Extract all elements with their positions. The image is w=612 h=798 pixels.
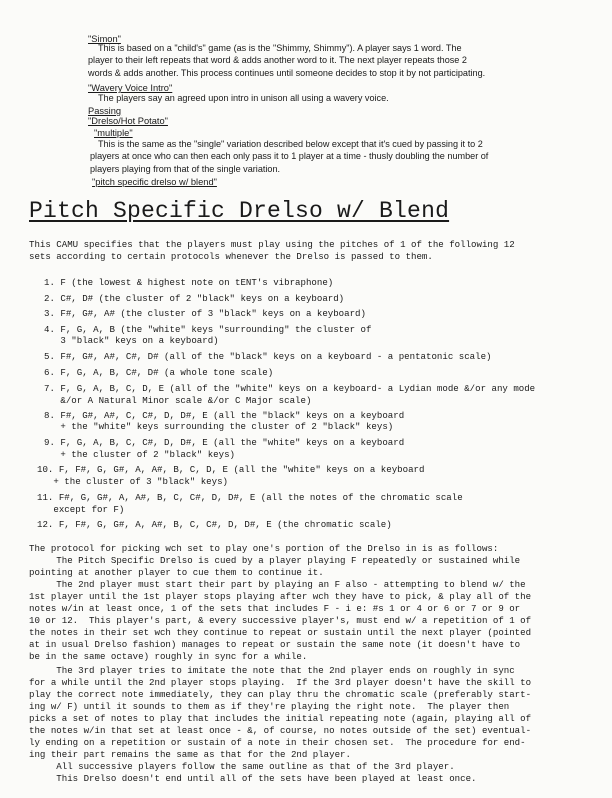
set-item: 3 "black" keys on a keyboard) — [44, 335, 219, 346]
wavery-line: The players say an agreed upon intro in unison all using a wavery voice. — [98, 93, 389, 103]
pitch-specific-link: "pitch specific drelso w/ blend" — [92, 177, 217, 187]
set-item: 7. F, G, A, B, C, D, E (all of the "white" keys on a keyboard- a Lydian mode &/or any mode — [44, 383, 536, 394]
set-item: + the cluster of 2 "black" keys) — [44, 449, 235, 460]
set-item: &/or A Natural Minor scale &/or C Major scale) — [44, 395, 312, 406]
protocol-line: The 3rd player tries to imitate the note that the 2nd player ends on roughly in sync — [29, 665, 515, 676]
set-item: 8. F#, G#, A#, C, C#, D, D#, E (all the "black" keys on a keyboard — [44, 410, 405, 421]
set-item: 10. F, F#, G, G#, A, A#, B, C, D, E (all the "white" keys on a keyboard — [37, 464, 425, 475]
protocol-line: All successive players follow the same outline as that of the 3rd player. — [29, 761, 455, 772]
protocol-line: ing their part remains the same as that for the 2nd player. — [29, 749, 351, 760]
multiple-line: This is the same as the "single" variation described below except that it's cued by passing it to 2 — [98, 139, 483, 149]
set-item: + the "white" keys surrounding the cluster of 2 "black" keys) — [44, 421, 394, 432]
intro-line: This CAMU specifies that the players must play using the pitches of 1 of the following 12 — [29, 239, 515, 250]
simon-line: This is based on a "child's" game (as is the "Shimmy, Shimmy"). A player says 1 word. The — [98, 43, 462, 53]
protocol-line: ing w/ F) until it sounds to them as if they're playing the right note. The player then — [29, 701, 510, 712]
protocol-line: 1st player until the 1st player stops playing after wch they have to pick, & play all of the — [29, 591, 532, 602]
set-item: 2. C#, D# (the cluster of 2 "black" keys on a keyboard) — [44, 293, 345, 304]
set-item: 5. F#, G#, A#, C#, D# (all of the "black" keys on a keyboard - a pentatonic scale) — [44, 351, 492, 362]
multiple-line: players playing from that of the single variation. — [90, 164, 281, 174]
passing-heading: Passing — [88, 106, 122, 116]
set-item: 3. F#, G#, A# (the cluster of 3 "black" keys on a keyboard) — [44, 308, 366, 319]
intro-line: sets according to certain protocols whenever the Drelso is passed to them. — [29, 251, 433, 262]
protocol-line: notes w/in at least once, 1 of the sets that includes F - i e: #s 1 or 4 or 6 or 7 or 9 or — [29, 603, 521, 614]
wavery-heading: "Wavery Voice Intro" — [88, 83, 173, 93]
simon-line: words & adds another. This process continues until someone decides to stop it by not participating. — [88, 68, 486, 78]
simon-heading: "Simon" — [88, 34, 121, 44]
protocol-line: pointing at another player to cue them to continue it. — [29, 567, 324, 578]
protocol-line: 10 or 12. This player's part, & every successive player's, must end w/ a repetition of 1 of — [29, 615, 532, 626]
drelso-heading: "Drelso/Hot Potato" — [88, 116, 168, 126]
set-item: + the cluster of 3 "black" keys) — [37, 476, 228, 487]
protocol-line: the notes in their set wch they continue to repeat or sustain until the next player (pointed — [29, 627, 532, 638]
page-title: Pitch Specific Drelso w/ Blend — [29, 198, 450, 224]
protocol-line: picks a set of notes to play that includes the initial repeating note (again, playing all of — [29, 713, 532, 724]
protocol-line: at in usual Drelso fashion) manages to repeat or sustain the same note (it doesn't have to — [29, 639, 521, 650]
set-item: 1. F (the lowest & highest note on tENT's vibraphone) — [44, 277, 334, 288]
protocol-line: The protocol for picking wch set to play one's portion of the Drelso in is as follows: — [29, 543, 499, 554]
protocol-line: be in the same octave) roughly in sync for a while. — [29, 651, 308, 662]
protocol-line: The 2nd player must start their part by playing an F also - attempting to blend w/ the — [29, 579, 526, 590]
simon-line: player to their left repeats that word & adds another word to it. The next player repeats those 2 — [88, 55, 467, 65]
set-item: 6. F, G, A, B, C#, D# (a whole tone scale) — [44, 367, 274, 378]
multiple-line: players at once who can then each only pass it to 1 player at a time - thusly doubling the number of — [90, 151, 489, 161]
set-item: 12. F, F#, G, G#, A, A#, B, C, C#, D, D#, E (the chromatic scale) — [37, 519, 392, 530]
protocol-line: play the correct note immediately, they can play thru the chromatic scale (preferably start- — [29, 689, 532, 700]
multiple-heading: "multiple" — [94, 128, 133, 138]
set-item: 11. F#, G, G#, A, A#, B, C, C#, D, D#, E (all the notes of the chromatic scale — [37, 492, 463, 503]
set-item: 9. F, G, A, B, C, C#, D, D#, E (all the "white" keys on a keyboard — [44, 437, 405, 448]
set-item: except for F) — [37, 504, 125, 515]
protocol-line: The Pitch Specific Drelso is cued by a player playing F repeatedly or sustained while — [29, 555, 521, 566]
set-item: 4. F, G, A, B (the "white" keys "surrounding" the cluster of — [44, 324, 372, 335]
protocol-line: ly ending on a repetition or sustain of a note in their chosen set. The procedure for end- — [29, 737, 526, 748]
protocol-line: This Drelso doesn't end until all of the sets have been played at least once. — [29, 773, 477, 784]
protocol-line: for a while until the 2nd player stops playing. If the 3rd player doesn't have the skill to — [29, 677, 532, 688]
protocol-line: the notes w/in that set at least once - &, of course, no notes outside of the set) eventual- — [29, 725, 532, 736]
